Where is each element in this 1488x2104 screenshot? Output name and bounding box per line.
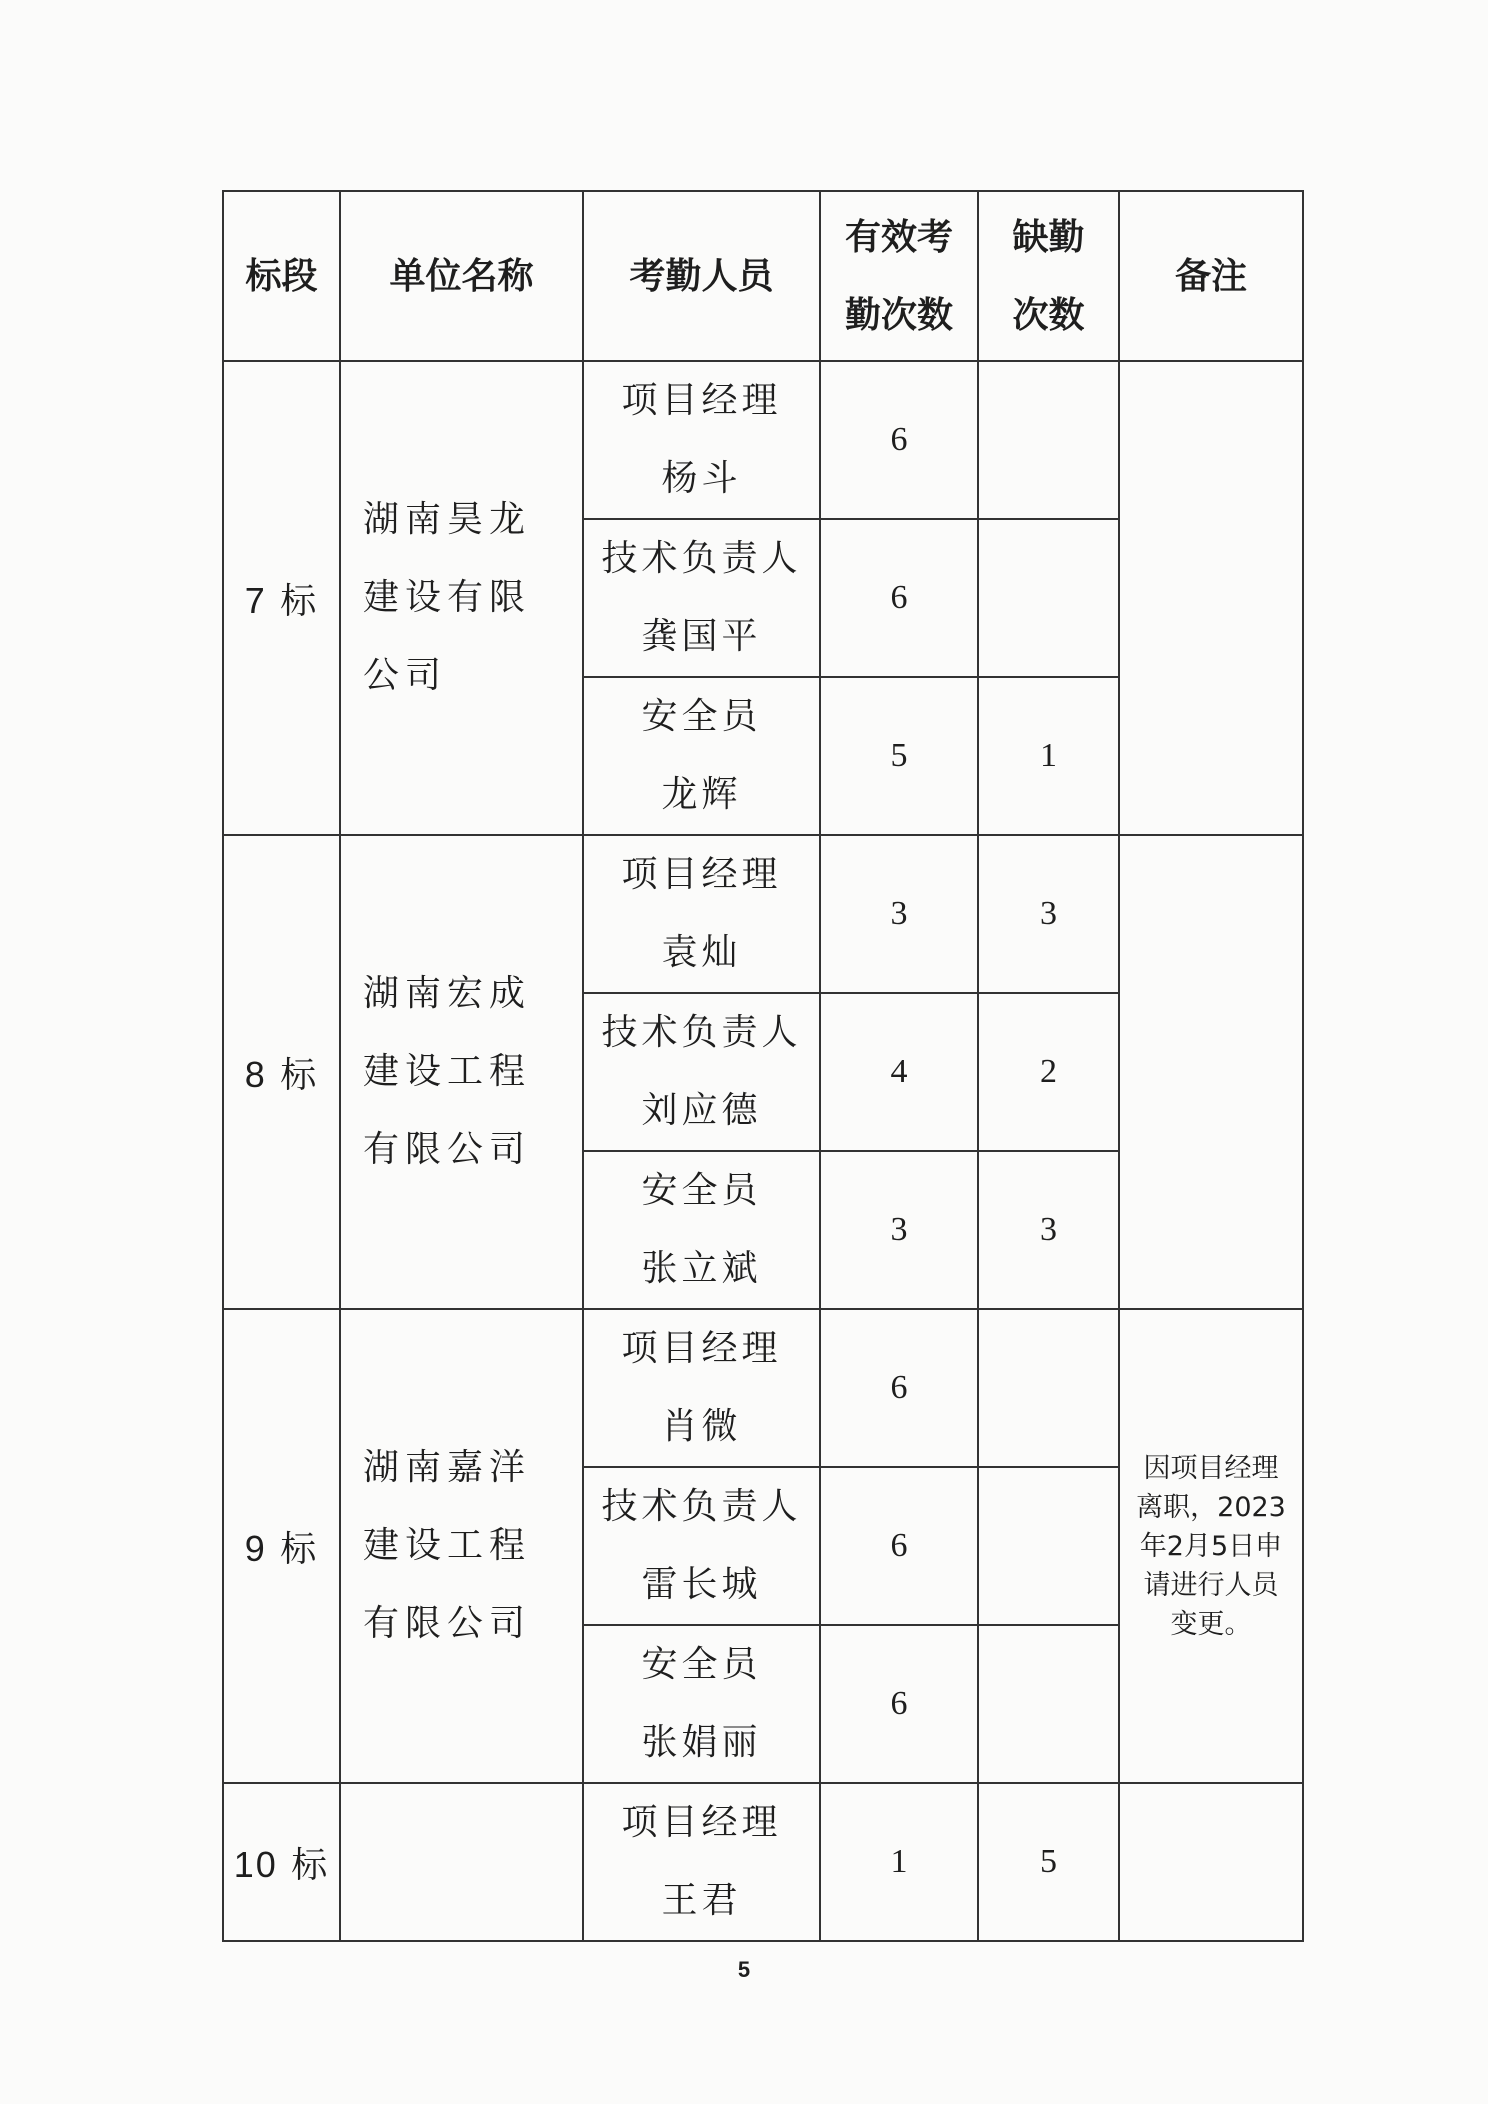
valid-count-cell: 3 [820,835,978,993]
valid-count-cell: 6 [820,1625,978,1783]
remark-cell [1119,835,1303,1309]
valid-count-cell: 3 [820,1151,978,1309]
personnel-cell: 安全员 张娟丽 [583,1625,820,1783]
segment-cell: 8 标 [223,835,340,1309]
header-company: 单位名称 [340,191,583,361]
company-cell: 湖南宏成建设工程有限公司 [340,835,583,1309]
valid-count-cell: 6 [820,361,978,519]
personnel-cell: 技术负责人 雷长城 [583,1467,820,1625]
absent-count-cell [978,1467,1119,1625]
personnel-cell: 项目经理 袁灿 [583,835,820,993]
company-cell: 湖南嘉洋建设工程有限公司 [340,1309,583,1783]
absent-count-cell [978,1625,1119,1783]
valid-count-cell: 6 [820,519,978,677]
absent-count-cell: 2 [978,993,1119,1151]
table-row [223,835,1303,993]
segment-cell: 7 标 [223,361,340,835]
absent-count-cell [978,361,1119,519]
valid-count-cell: 5 [820,677,978,835]
personnel-cell: 技术负责人 刘应德 [583,993,820,1151]
valid-count-cell: 1 [820,1783,978,1941]
absent-count-cell [978,519,1119,677]
personnel-cell: 项目经理 王君 [583,1783,820,1941]
header-row [223,191,1303,361]
personnel-cell: 安全员 张立斌 [583,1151,820,1309]
table-row [223,1309,1303,1467]
absent-count-cell: 3 [978,835,1119,993]
absent-count-cell [978,1309,1119,1467]
absent-count-cell: 1 [978,677,1119,835]
header-segment: 标段 [223,191,340,361]
header-personnel: 考勤人员 [583,191,820,361]
personnel-cell: 项目经理 杨斗 [583,361,820,519]
company-cell: 湖南昊龙建设有限公司 [340,361,583,835]
remark-cell: 因项目经理离职，2023年2月5日申请进行人员变更。 [1119,1309,1303,1783]
valid-count-cell: 4 [820,993,978,1151]
absent-count-cell: 5 [978,1783,1119,1941]
company-cell [340,1783,583,1941]
table-row [223,1783,1303,1941]
remark-cell [1119,1783,1303,1941]
personnel-cell: 项目经理 肖微 [583,1309,820,1467]
valid-count-cell: 6 [820,1467,978,1625]
personnel-cell: 安全员 龙辉 [583,677,820,835]
segment-cell: 10 标 [223,1783,340,1941]
personnel-cell: 技术负责人 龚国平 [583,519,820,677]
table-row [223,361,1303,519]
valid-count-cell: 6 [820,1309,978,1467]
header-valid-count: 有效考勤次数 [820,191,978,361]
header-remark: 备注 [1119,191,1303,361]
attendance-table [222,190,1304,1942]
remark-cell [1119,361,1303,835]
segment-cell: 9 标 [223,1309,340,1783]
absent-count-cell: 3 [978,1151,1119,1309]
page-number: 5 [737,1957,751,1982]
header-absent-count: 缺勤次数 [978,191,1119,361]
